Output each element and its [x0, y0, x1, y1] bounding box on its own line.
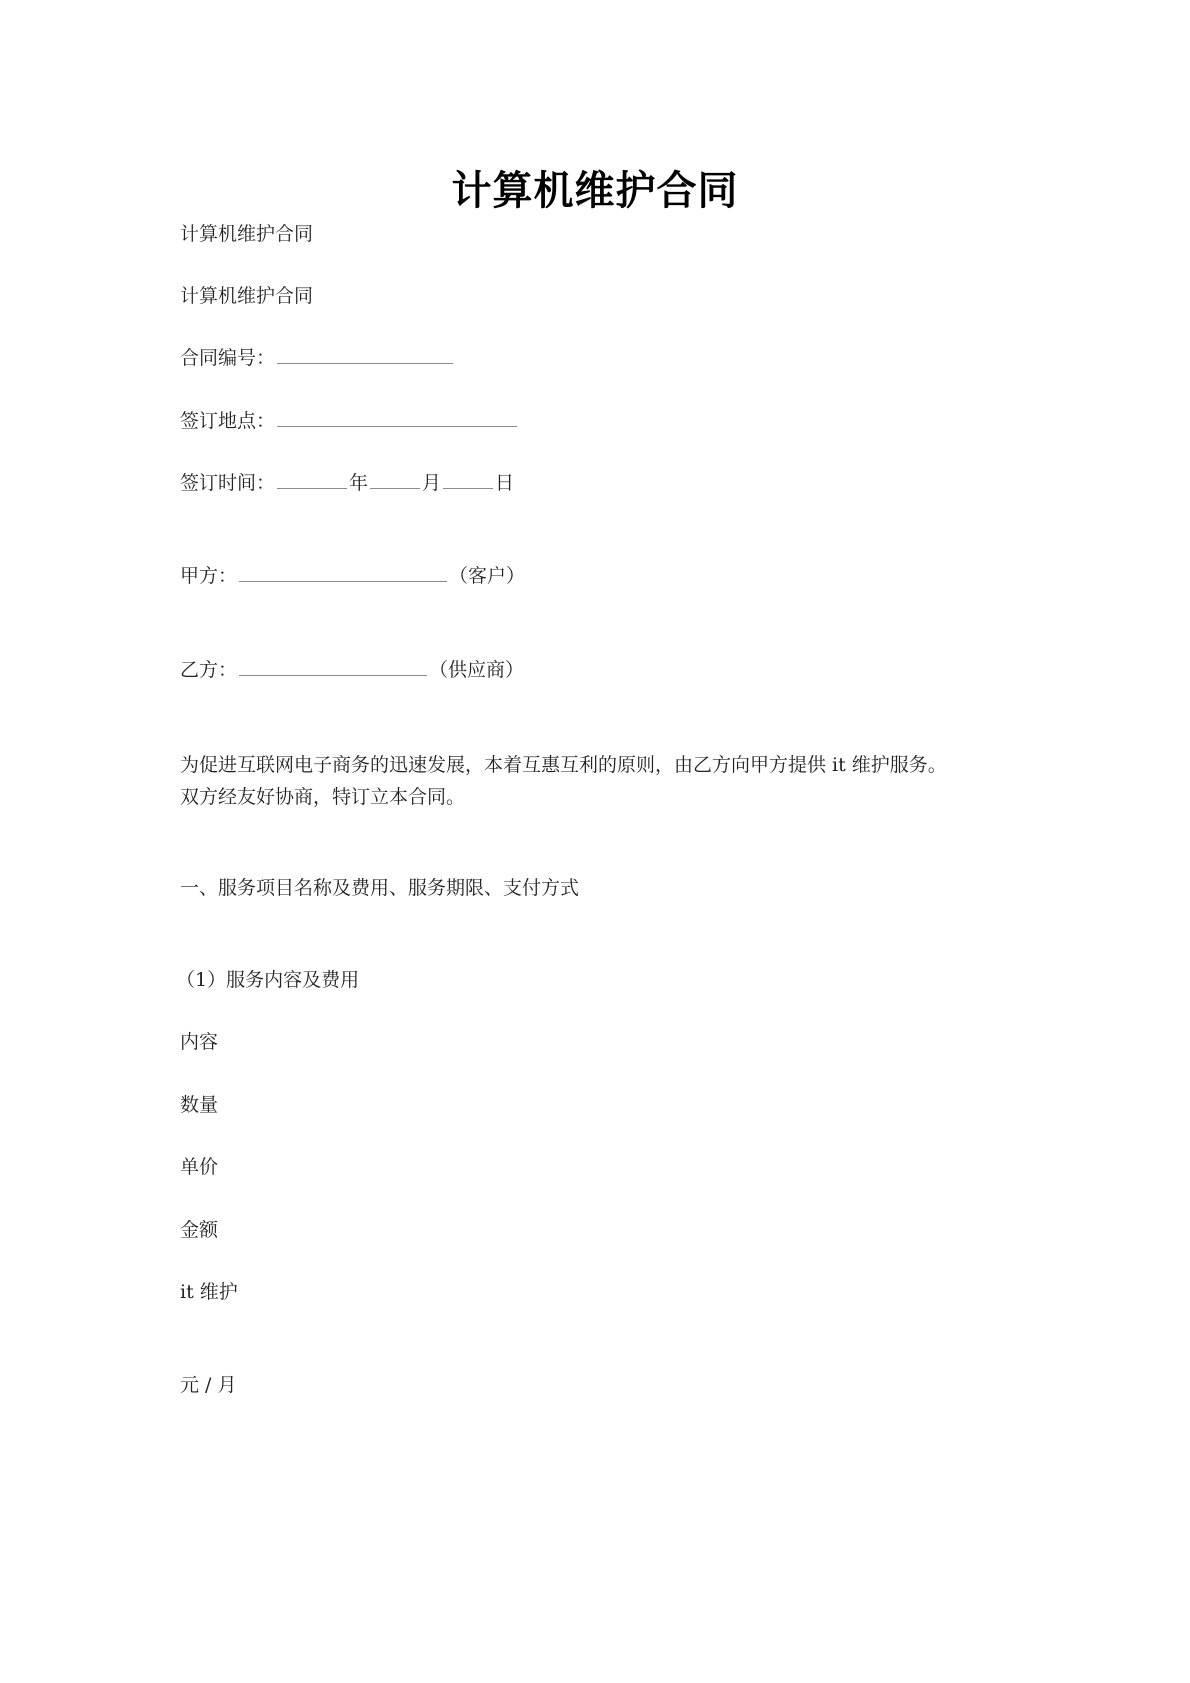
subtitle-1: 计算机维护合同 [180, 223, 314, 245]
party-a-field[interactable] [239, 563, 447, 582]
subsection-1-heading: （1）服务内容及费用 [176, 969, 360, 991]
party-a-role: （客户） [449, 565, 526, 587]
party-a-row [180, 561, 525, 591]
sign-place-label: 签订地点： [180, 410, 276, 432]
sign-year-field[interactable] [277, 470, 347, 489]
sign-time-label: 签订时间： [180, 472, 276, 494]
sign-day-field[interactable] [443, 470, 493, 489]
sign-place-row [180, 406, 519, 436]
contract-number-label: 合同编号： [180, 347, 276, 369]
party-b-label: 乙方： [180, 659, 238, 681]
sign-place-field[interactable] [277, 408, 517, 427]
unit-label: 元 / 月 [180, 1374, 237, 1396]
contract-number-field[interactable] [277, 345, 453, 364]
sign-month-field[interactable] [370, 470, 420, 489]
day-unit: 日 [495, 472, 515, 494]
year-unit: 年 [349, 472, 369, 494]
party-a-label: 甲方： [180, 565, 238, 587]
preamble-line-1: 为促进互联网电子商务的迅速发展，本着互惠互利的原则，由乙方向甲方提供 it 维护服务。 [180, 754, 947, 776]
sign-time-row [180, 468, 514, 498]
month-unit: 月 [422, 472, 442, 494]
table-item-unit-price: 单价 [180, 1156, 219, 1178]
party-b-field[interactable] [239, 657, 427, 676]
table-item-quantity: 数量 [180, 1094, 219, 1116]
preamble-paragraph [180, 749, 1040, 813]
contract-number-row [180, 343, 455, 373]
table-item-amount: 金额 [180, 1219, 219, 1241]
table-item-it-maintenance: it 维护 [180, 1281, 238, 1303]
subtitle-2: 计算机维护合同 [180, 285, 314, 307]
table-item-content: 内容 [180, 1031, 219, 1053]
party-b-role: （供应商） [429, 659, 525, 681]
party-b-row [180, 655, 524, 685]
document-title: 计算机维护合同 [451, 168, 739, 214]
section-1-heading: 一、服务项目名称及费用、服务期限、支付方式 [180, 877, 580, 899]
preamble-line-2: 双方经友好协商，特订立本合同。 [180, 786, 466, 808]
